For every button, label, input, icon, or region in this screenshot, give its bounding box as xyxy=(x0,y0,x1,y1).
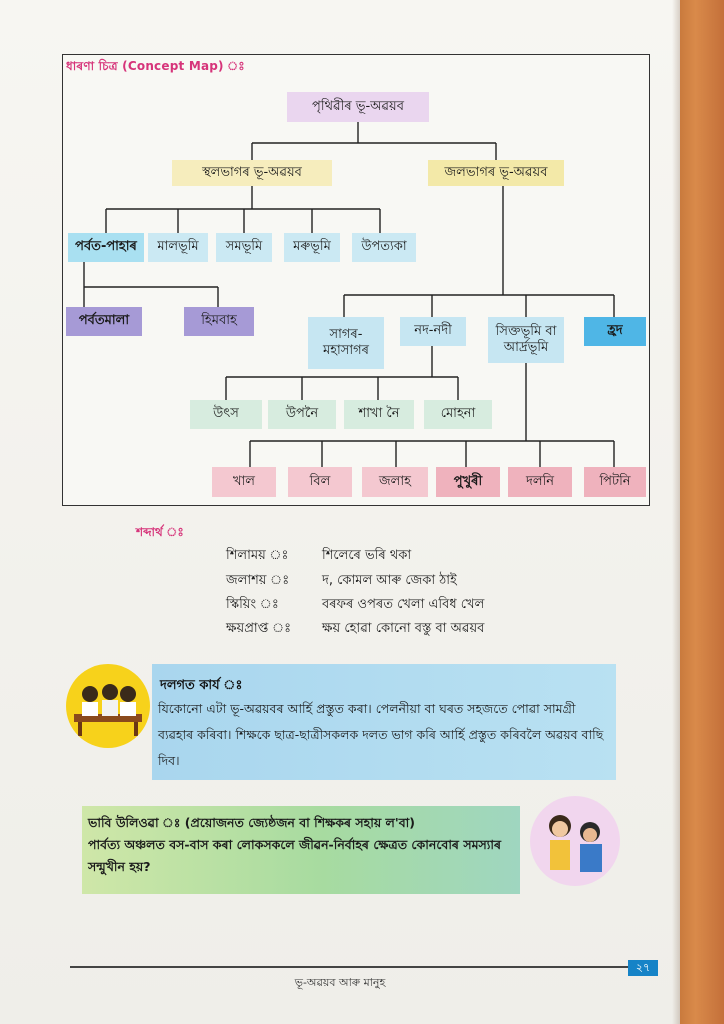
group-work-illustration xyxy=(66,664,150,748)
think-answer-illustration xyxy=(530,796,620,886)
footer-rule xyxy=(70,966,630,968)
map-mountain-child: হিমবাহ xyxy=(184,307,254,336)
glossary-term: ক্ষয়প্ৰাপ্ত ঃ xyxy=(226,621,292,636)
map-water-item: নদ-নদী xyxy=(400,317,466,346)
glossary-term: স্কিয়িং ঃ xyxy=(226,597,279,612)
map-river-child: মোহনা xyxy=(424,400,492,429)
glossary-definition: ক্ষয় হোৱা কোনো বস্তু বা অৱয়ব xyxy=(322,621,485,636)
map-wetland-child: পিটনি xyxy=(584,467,646,497)
footer-chapter-title: ভূ-অৱয়ব আৰু মানুহ xyxy=(294,976,386,989)
group-work-title: দলগত কাৰ্য ঃ xyxy=(160,678,243,693)
glossary-definition: দ, কোমল আৰু জেকা ঠাই xyxy=(322,573,457,588)
page-number: ২৭ xyxy=(628,960,658,976)
map-water-item: সিক্তভূমি বা আৰ্দ্ৰভূমি xyxy=(488,317,564,363)
map-wetland-child: বিল xyxy=(288,467,352,497)
think-answer-title: ভাবি উলিওৱা ঃ (প্ৰয়োজনত জ্যেষ্ঠজন বা শিক্ষকৰ সহায় ল'বা) xyxy=(88,815,415,830)
map-mountain-child: পৰ্বতমালা xyxy=(66,307,142,336)
glossary-title: শব্দাৰ্থ ঃ xyxy=(136,525,184,539)
map-river-child: উপনৈ xyxy=(268,400,336,429)
group-work-text: যিকোনো এটা ভূ-অৱয়বৰ আৰ্হি প্ৰস্তুত কৰা। পেলনীয়া বা ঘৰত সহজতে পোৱা সামগ্ৰী ব্যৱহাৰ কৰিবা। শিক্ষকে ছাত্ৰ-ছাত্ৰীসকলক দলত ভাগ কৰি আৰ্হি প্ৰস্তুত কৰিবলৈ অৱয়ব বাছি দিব। xyxy=(158,701,604,768)
glossary-term: জলাশয় ঃ xyxy=(226,573,290,588)
map-river-child: উৎস xyxy=(190,400,262,429)
concept-map-heading: ধাৰণা চিত্ৰ (Concept Map) ঃ xyxy=(66,59,245,73)
map-root-node: পৃথিৱীৰ ভূ-অৱয়ব xyxy=(287,92,429,122)
glossary-definition: শিলেৰে ভৰি থকা xyxy=(322,548,412,563)
map-land-item: মৰুভূমি xyxy=(284,233,340,262)
map-wetland-child: খাল xyxy=(212,467,276,497)
map-land-node: স্থলভাগৰ ভূ-অৱয়ব xyxy=(172,160,332,186)
map-water-item: হ্ৰদ xyxy=(584,317,646,346)
think-answer-text: পাৰ্বত্য অঞ্চলত বস-বাস কৰা লোকসকলে জীৱন-নিৰ্বাহৰ ক্ষেত্ৰত কোনবোৰ সমস্যাৰ সন্মুখীন হয়? xyxy=(88,837,502,874)
map-land-item: পৰ্বত-পাহাৰ xyxy=(68,233,144,262)
map-land-item: মালভূমি xyxy=(148,233,208,262)
map-land-item: সমভূমি xyxy=(216,233,272,262)
book-edge xyxy=(680,0,724,1024)
map-river-child: শাখা নৈ xyxy=(344,400,414,429)
map-land-item: উপত্যকা xyxy=(352,233,416,262)
map-water-node: জলভাগৰ ভূ-অৱয়ব xyxy=(428,160,564,186)
glossary-definition: বৰফৰ ওপৰত খেলা এবিধ খেল xyxy=(322,597,485,612)
map-water-item: সাগৰ-মহাসাগৰ xyxy=(308,317,384,369)
map-wetland-child: জলাহ xyxy=(362,467,428,497)
map-wetland-child: পুখুৰী xyxy=(436,467,500,497)
map-wetland-child: দলনি xyxy=(508,467,572,497)
glossary-term: শিলাময় ঃ xyxy=(226,548,289,563)
